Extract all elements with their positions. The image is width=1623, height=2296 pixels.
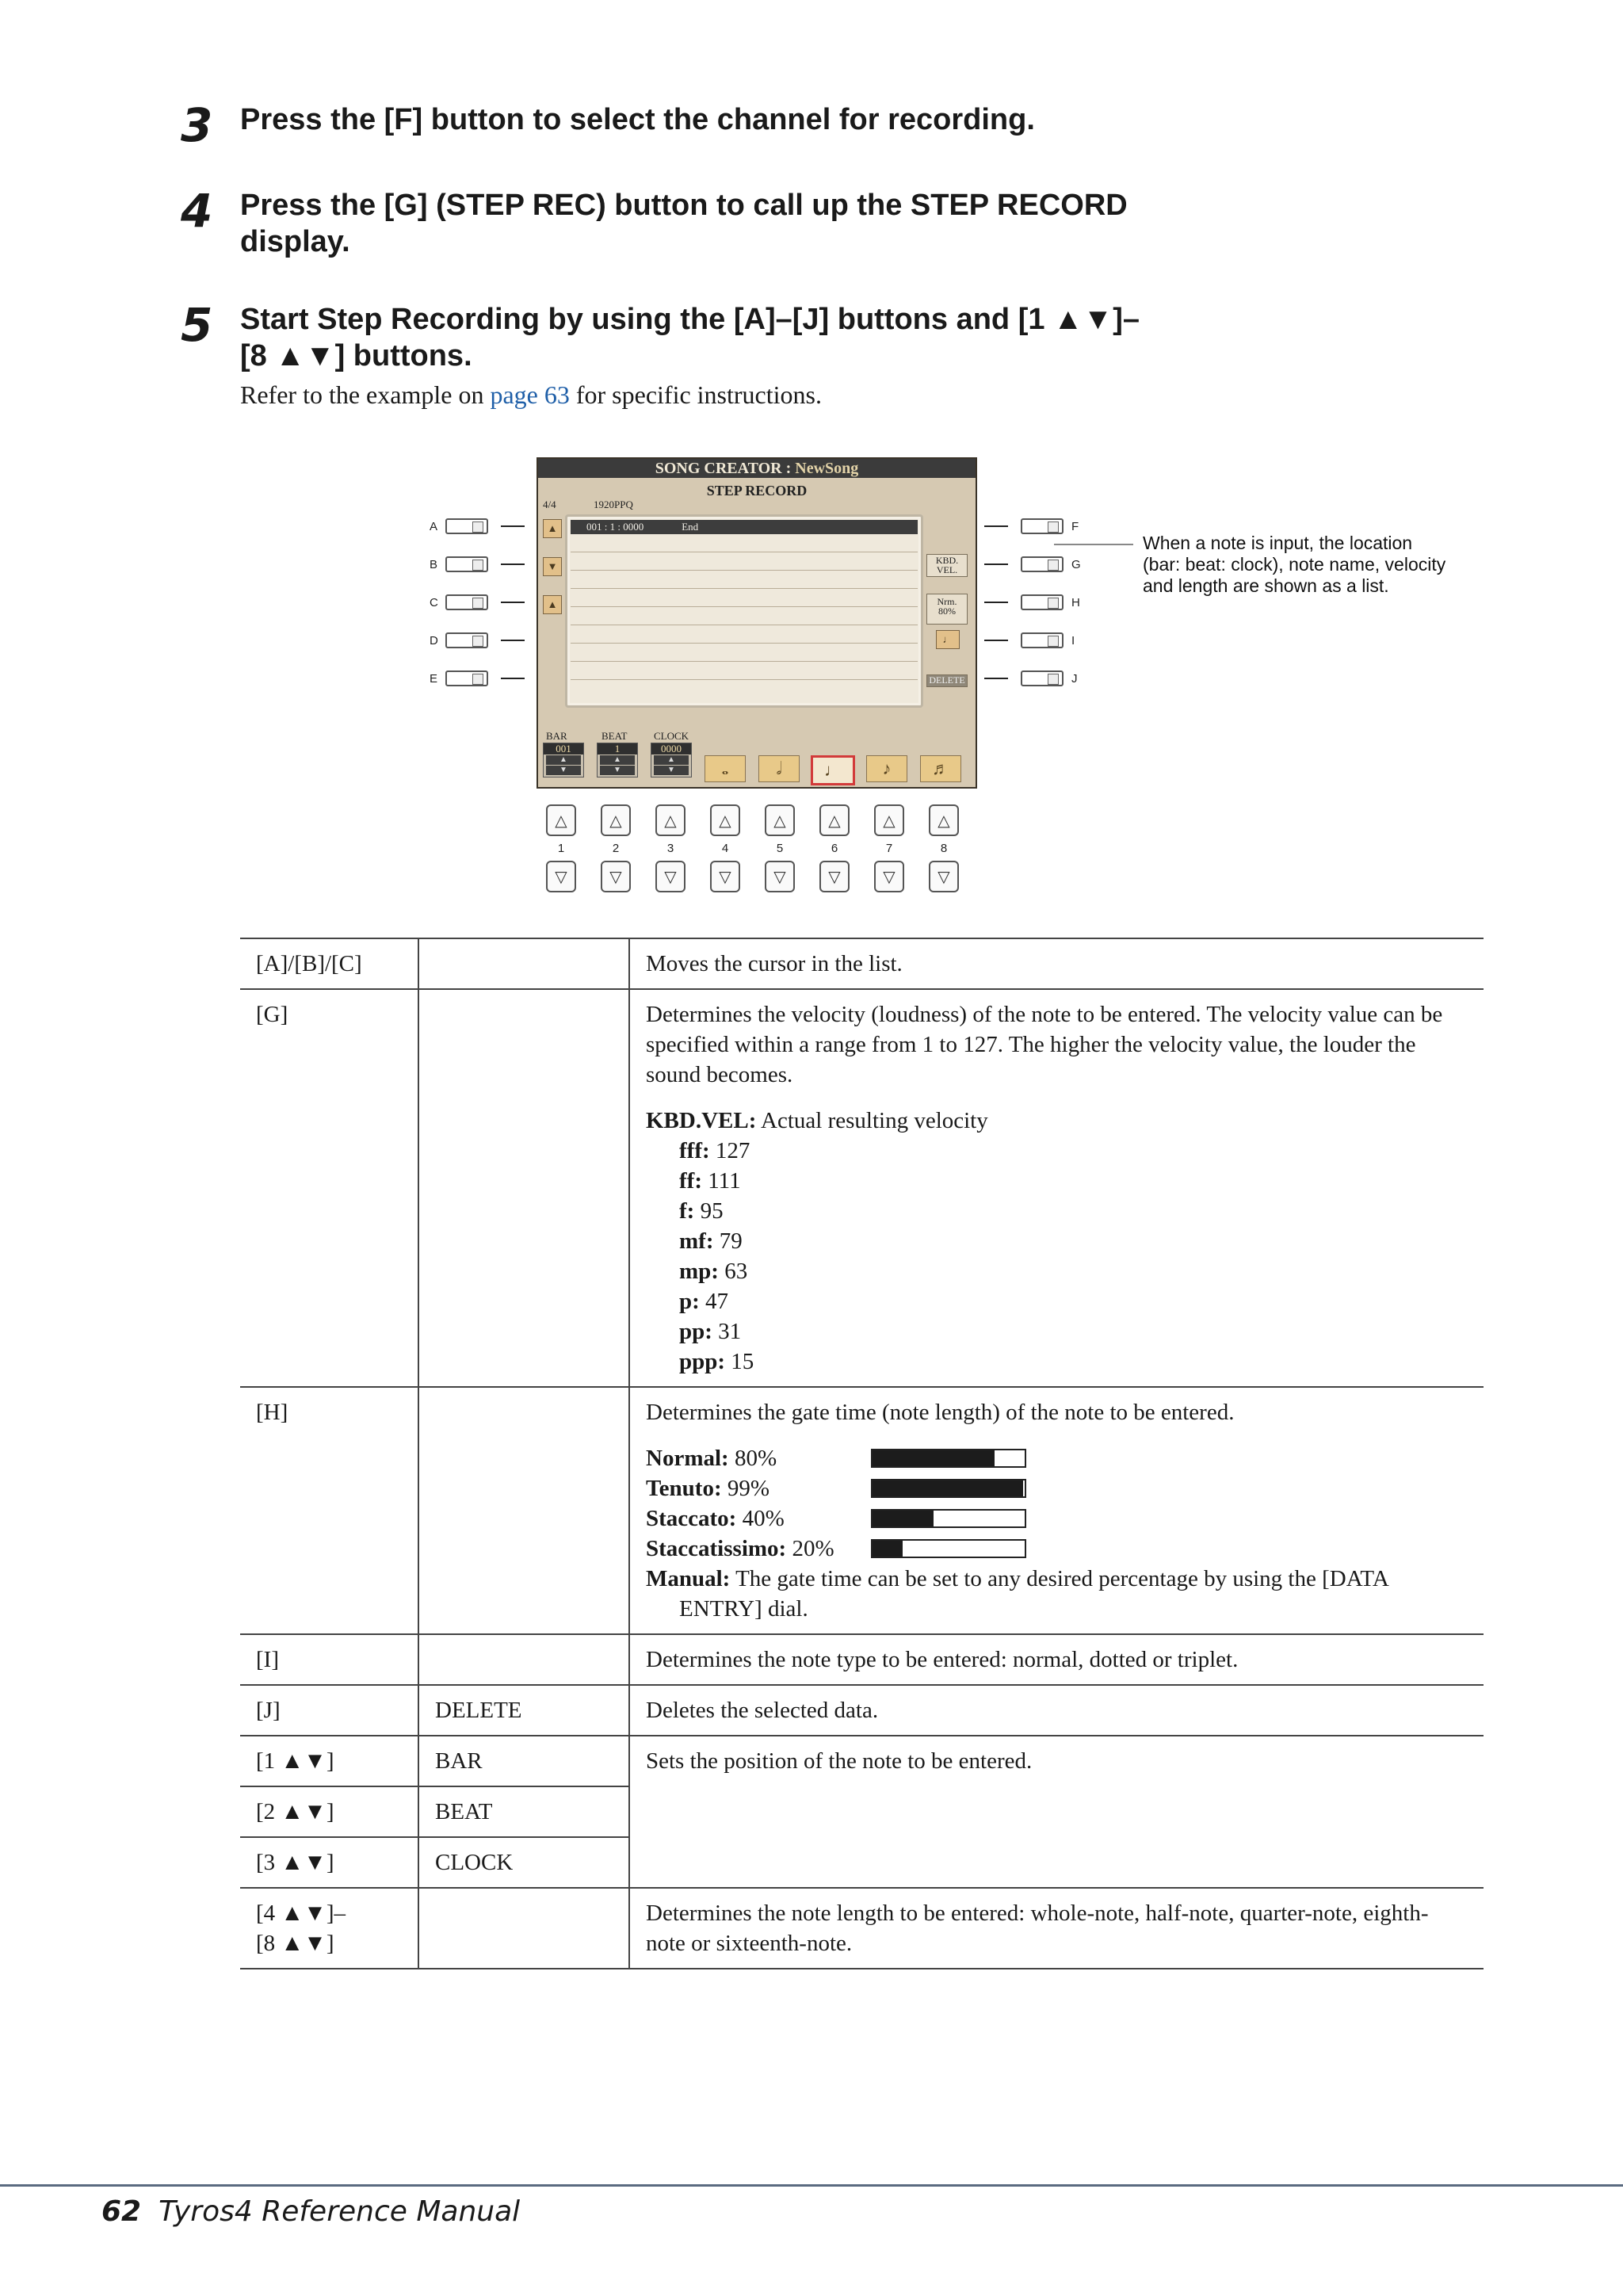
name-cell [418,938,629,989]
button-8-up[interactable]: △ [929,804,959,836]
cursor-up-icon[interactable]: ▲ [543,519,562,538]
name-cell [418,989,629,1387]
bar-counter[interactable]: 001 ▲ ▼ [543,743,584,777]
button-number: 7 [885,842,893,855]
button-number: 3 [666,842,674,855]
connector-line [984,640,1008,641]
connector-line [501,640,525,641]
sixteenth-note-icon[interactable]: ♬ [920,755,961,782]
half-note-icon[interactable]: 𝅗𝅥 [758,755,800,782]
manual-title: Tyros4 Reference Manual [158,2195,521,2228]
button-c[interactable] [445,594,488,610]
name-cell [418,1387,629,1634]
intro-paragraph: Refer to the example on page 63 for specific instructions. [240,380,822,409]
page-number: 62 [101,2195,142,2228]
button-cell: [1 ▲▼] [240,1736,418,1786]
button-cell: [H] [240,1387,418,1634]
button-d[interactable] [445,632,488,648]
button-number: 8 [940,842,948,855]
time-signature: 4/4 [543,499,556,510]
page-footer [101,2195,520,2228]
button-h[interactable] [1021,594,1064,610]
connector-line [984,525,1008,527]
name-cell: CLOCK [418,1837,629,1888]
button-i[interactable] [1021,632,1064,648]
button-g[interactable] [1021,556,1064,572]
step-record-screen [537,457,977,789]
step-text: Press the [F] button to select the channel for recording. [240,103,1035,136]
button-f[interactable] [1021,518,1064,534]
connector-line [984,602,1008,603]
gate-bar [871,1449,1026,1468]
table-row [240,1736,1484,1786]
button-number: 1 [557,842,565,855]
nrm-button[interactable]: Nrm. 80% [926,594,968,625]
button-6-down[interactable]: ▽ [819,861,850,892]
label-b: B [430,558,438,571]
button-j[interactable] [1021,670,1064,686]
note-type-icon[interactable]: ♩ [936,630,960,649]
bar-label: BAR [546,730,567,742]
connector-line [501,563,525,565]
label-f: F [1071,520,1079,533]
button-3-up[interactable]: △ [655,804,685,836]
button-5-up[interactable]: △ [765,804,795,836]
gate-staccato: Staccato: 40% [646,1503,1468,1534]
gate-staccatissimo: Staccatissimo: 20% [646,1534,1468,1564]
description-cell: Determines the velocity (loudness) of the note to be entered. The velocity value can be specified within a range from 1 to 127. The higher the velocity value, the louder the sound becomes. KBD.VEL: Actual resulting velocity fff: 127 ff: 111 f: 95 mf: 79 mp: 63 p: 47 pp: 31 ppp: 15 [629,989,1484,1387]
screen-subtitle: STEP RECORD [706,483,808,499]
name-cell [418,1888,629,1969]
kbd-vel-button[interactable]: KBD. VEL. [926,554,968,577]
button-number: 5 [776,842,784,855]
connector-line [984,563,1008,565]
event-list[interactable] [565,514,923,708]
ppq-label: 1920PPQ [594,499,633,510]
cursor-down-icon[interactable]: ▼ [543,557,562,576]
list-header: 001 : 1 : 0000 End [571,520,918,534]
description-cell: Deletes the selected data. [629,1685,1484,1736]
screen-title: SONG CREATOR : NewSong [538,459,976,478]
step-text: Press the [G] (STEP REC) button to call up the STEP RECORD display. [240,189,1128,258]
page-link[interactable]: page 63 [490,380,570,409]
gate-bar [871,1479,1026,1498]
footer-rule [0,2184,1623,2187]
button-cell: [4 ▲▼]– [8 ▲▼] [240,1888,418,1969]
button-1-up[interactable]: △ [546,804,576,836]
button-5-down[interactable]: ▽ [765,861,795,892]
parameter-table [240,938,1484,1969]
table-row [240,1888,1484,1969]
label-h: H [1071,596,1080,609]
button-number: 6 [831,842,838,855]
name-cell: BEAT [418,1786,629,1837]
callout-line [1054,544,1133,545]
button-4-down[interactable]: ▽ [710,861,740,892]
button-cell: [G] [240,989,418,1387]
button-3-down[interactable]: ▽ [655,861,685,892]
connector-line [501,678,525,679]
connector-line [984,678,1008,679]
name-cell: DELETE [418,1685,629,1736]
button-cell: [J] [240,1685,418,1736]
gate-manual: Manual: The gate time can be set to any desired percentage by using the [DATA ENTRY] dial. [646,1566,1389,1622]
label-d: D [430,634,438,648]
whole-note-icon[interactable]: 𝅝 [705,755,746,782]
figure-callout: When a note is input, the location (bar: beat: clock), note name, velocity and length are shown as a list. [1143,533,1446,596]
cursor-top-icon[interactable]: ▲ [543,595,562,614]
button-cell: [2 ▲▼] [240,1786,418,1837]
button-6-up[interactable]: △ [819,804,850,836]
button-cell: [I] [240,1634,418,1685]
label-e: E [430,672,438,686]
connector-line [501,602,525,603]
connector-line [501,525,525,527]
description-cell: Sets the position of the note to be entered. [629,1736,1484,1888]
table-row [240,938,1484,989]
description-cell: Determines the note type to be entered: normal, dotted or triplet. [629,1634,1484,1685]
step-number: 3 [181,98,213,152]
clock-label: CLOCK [654,730,689,742]
step-number: 4 [181,184,213,238]
table-row [240,1634,1484,1685]
button-2-up[interactable]: △ [601,804,631,836]
button-e[interactable] [445,670,488,686]
gate-normal: Normal: 80% [646,1443,1468,1473]
button-cell: [3 ▲▼] [240,1837,418,1888]
button-4-up[interactable]: △ [710,804,740,836]
button-7-down[interactable]: ▽ [874,861,904,892]
gate-bar [871,1539,1026,1558]
button-7-up[interactable]: △ [874,804,904,836]
label-g: G [1071,558,1081,571]
gate-tenuto: Tenuto: 99% [646,1473,1468,1503]
button-8-down[interactable]: ▽ [929,861,959,892]
button-number: 4 [721,842,729,855]
step-number: 5 [181,298,213,352]
beat-label: BEAT [601,730,628,742]
label-c: C [430,596,438,609]
table-row [240,1685,1484,1736]
button-2-down[interactable]: ▽ [601,861,631,892]
label-j: J [1071,672,1078,686]
velocity-list: fff: 127 ff: 111 f: 95 mf: 79 mp: 63 p: 47 pp: 31 ppp: 15 [679,1138,754,1374]
description-cell: Moves the cursor in the list. [629,938,1484,989]
button-number: 2 [612,842,620,855]
gate-bar [871,1509,1026,1528]
step-text: Start Step Recording by using the [A]–[J] buttons and [1 ▲▼]– [8 ▲▼] buttons. [240,303,1140,372]
button-1-down[interactable]: ▽ [546,861,576,892]
description-cell: Determines the gate time (note length) of the note to be entered. Normal: 80% Tenuto: 99% Staccato: 40% Staccatissimo: 20% Manual: The gate time can be set to any desired percentage by using the [DATA ENTRY] dial. [629,1387,1484,1634]
button-b[interactable] [445,556,488,572]
beat-counter[interactable]: 1 ▲ ▼ [597,743,638,777]
label-i: I [1071,634,1075,648]
description-cell: Determines the note length to be entered: whole-note, half-note, quarter-note, eighth- note or sixteenth-note. [629,1888,1484,1969]
quarter-note-icon[interactable]: ♩ [811,755,855,785]
table-row [240,1387,1484,1634]
eighth-note-icon[interactable]: ♪ [866,755,907,782]
name-cell [418,1634,629,1685]
clock-counter[interactable]: 0000 ▲ ▼ [651,743,692,777]
button-cell: [A]/[B]/[C] [240,938,418,989]
button-a[interactable] [445,518,488,534]
name-cell: BAR [418,1736,629,1786]
label-a: A [430,520,438,533]
delete-button[interactable]: DELETE [926,674,968,687]
table-row [240,989,1484,1387]
